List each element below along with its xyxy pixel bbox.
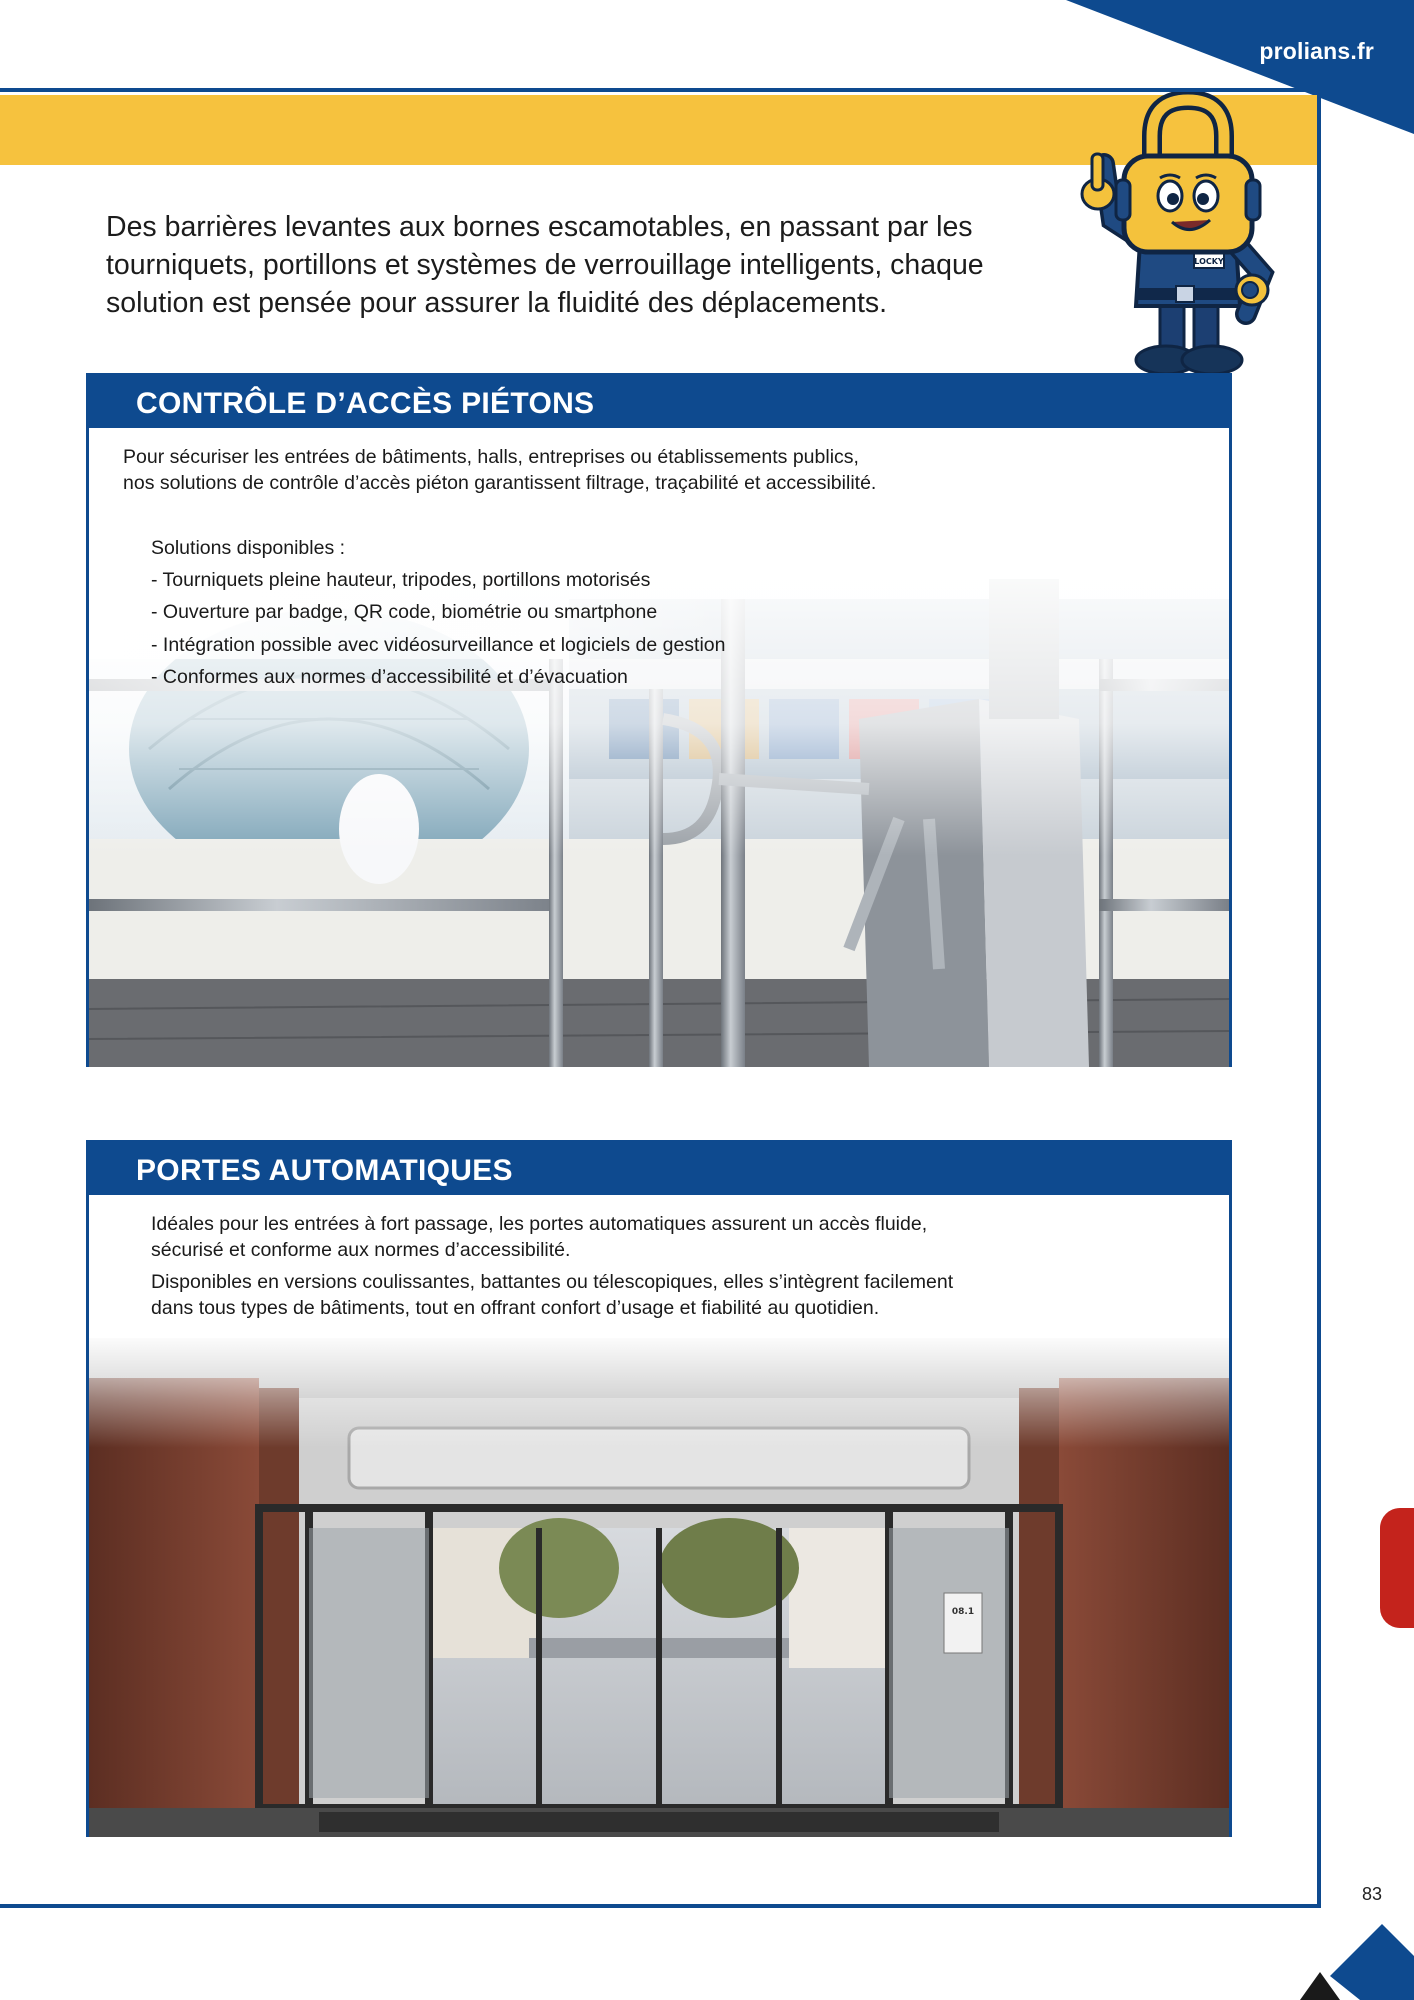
section-header [89,1143,1229,1195]
intro-paragraph [106,208,1006,322]
intro-line: solution est pensée pour assurer la fluidité des déplacements. [106,287,888,319]
solution-item: - Intégration possible avec vidéosurveillance et logiciels de gestion [151,634,726,656]
description-line: Idéales pour les entrées à fort passage, les portes automatiques assurent un accès fluide, [151,1213,928,1235]
description-line: Pour sécuriser les entrées de bâtiments, halls, entreprises ou établissements publics, [123,446,859,468]
section-description [151,1211,953,1321]
description-line: Disponibles en versions coulissantes, battantes ou télescopiques, elles s’intègrent facilement [151,1271,954,1293]
solution-item: - Conformes aux normes d’accessibilité et d’évacuation [151,666,628,688]
section-title: PORTES AUTOMATIQUES [136,1154,513,1187]
section-title: CONTRÔLE D’ACCÈS PIÉTONS [136,387,595,420]
section-description [123,444,876,496]
description-line: nos solutions de contrôle d’accès piéton garantissent filtrage, traçabilité et accessibilité. [123,472,877,494]
mascot-lock-illustration [1076,92,1300,378]
section-pedestrian-access [86,373,1232,1067]
chapter-tab[interactable] [1380,1508,1414,1628]
corner-decoration [1290,1920,1414,2000]
intro-line: Des barrières levantes aux bornes escamotables, en passant par les [106,211,973,243]
solution-item: - Tourniquets pleine hauteur, tripodes, portillons motorisés [151,569,651,591]
page-number: 83 [1361,1884,1382,1904]
solution-item: - Ouverture par badge, QR code, biométrie ou smartphone [151,601,658,623]
site-url[interactable]: prolians.fr [1259,38,1374,64]
description-line: dans tous types de bâtiments, tout en offrant confort d’usage et fiabilité au quotidien. [151,1297,880,1319]
intro-line: tourniquets, portillons et systèmes de verrouillage intelligents, chaque [106,249,984,281]
section-header [89,376,1229,428]
section-automatic-doors [86,1140,1232,1837]
solutions-heading: Solutions disponibles : [151,537,346,559]
automatic-doors-photo [89,1338,1229,1837]
description-line: sécurisé et conforme aux normes d’accessibilité. [151,1239,571,1261]
mascot-badge-label: LOCKY [1194,257,1224,266]
